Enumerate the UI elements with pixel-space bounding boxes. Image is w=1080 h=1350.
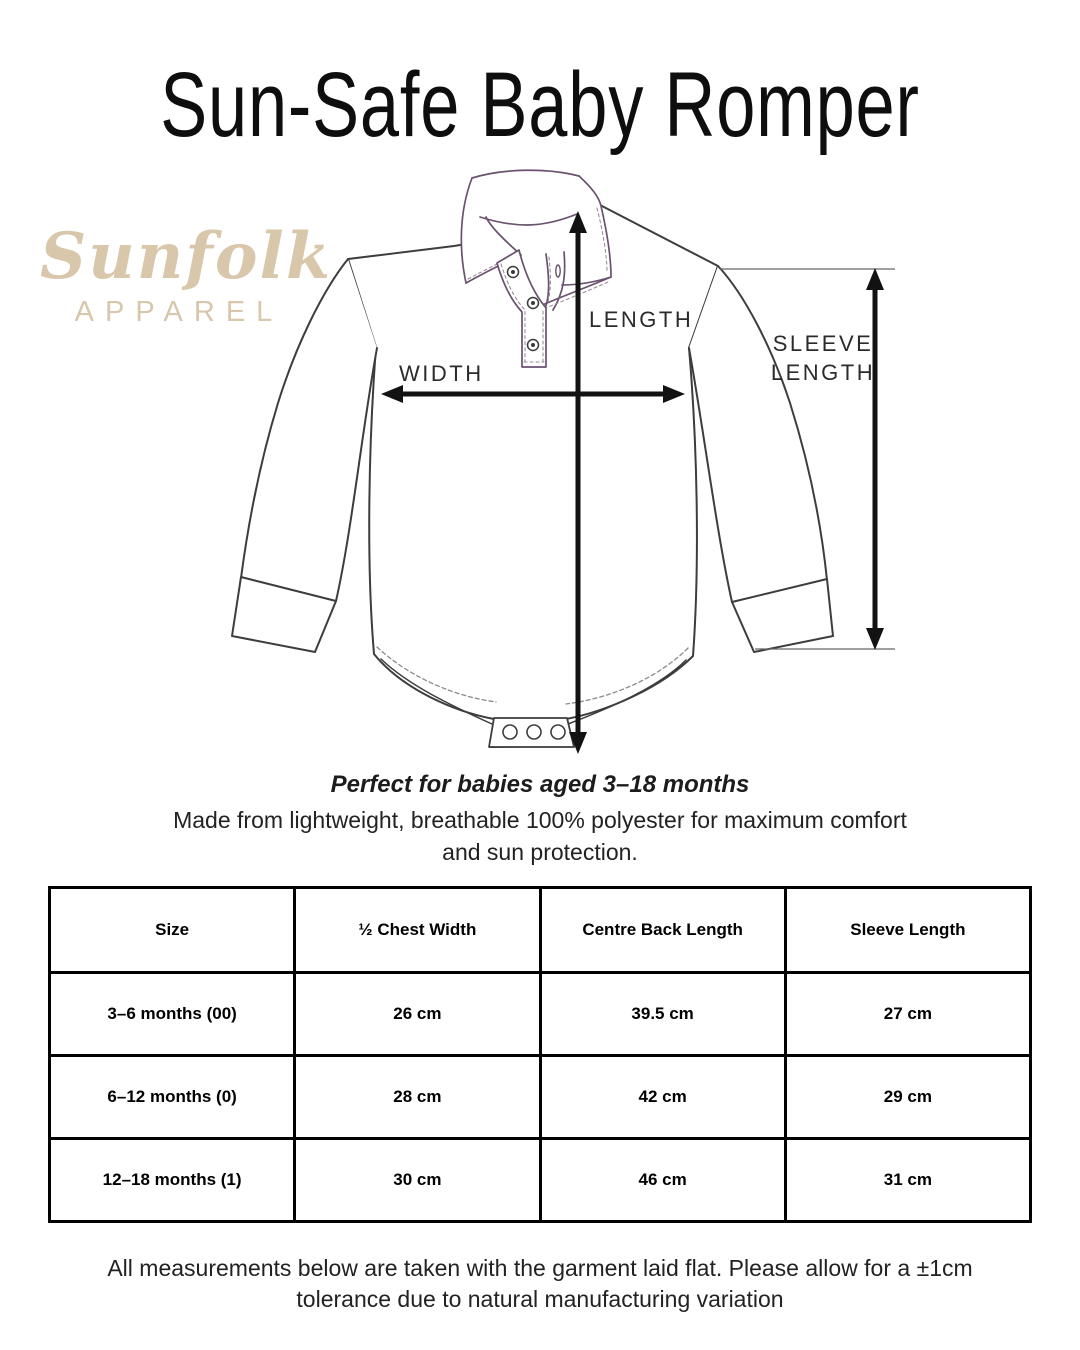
description-line-1: Made from lightweight, breathable 100% polyester for maximum comfort xyxy=(173,807,907,833)
cell-back: 46 cm xyxy=(540,1139,785,1222)
cell-sleeve: 27 cm xyxy=(785,973,1030,1056)
snap-2 xyxy=(527,725,541,739)
size-table xyxy=(48,886,1032,1223)
cell-size: 6–12 months (0) xyxy=(50,1056,295,1139)
footer-note xyxy=(0,1253,1080,1315)
cell-chest: 26 cm xyxy=(295,973,540,1056)
romper-drawing xyxy=(232,170,833,747)
header-back-length: Centre Back Length xyxy=(540,888,785,973)
table-row xyxy=(50,973,1031,1056)
cell-chest: 30 cm xyxy=(295,1139,540,1222)
header-sleeve-length: Sleeve Length xyxy=(785,888,1030,973)
torso-outline xyxy=(348,205,718,747)
header-size: Size xyxy=(50,888,295,973)
cell-chest: 28 cm xyxy=(295,1056,540,1139)
cell-size: 3–6 months (00) xyxy=(50,973,295,1056)
width-label: WIDTH xyxy=(399,361,484,386)
cell-back: 39.5 cm xyxy=(540,973,785,1056)
snap-3 xyxy=(551,725,565,739)
tagline: Perfect for babies aged 3–18 months xyxy=(330,771,750,798)
cell-size: 12–18 months (1) xyxy=(50,1139,295,1222)
cell-sleeve: 29 cm xyxy=(785,1056,1030,1139)
description-line-2: and sun protection. xyxy=(442,839,638,865)
footer-line-1: All measurements below are taken with the garment laid flat. Please allow for a ±1cm xyxy=(107,1255,973,1281)
left-sleeve-fill xyxy=(241,259,377,601)
header-chest-width: ½ Chest Width xyxy=(295,888,540,973)
brand-subtitle: APPAREL xyxy=(74,296,284,329)
length-label: LENGTH xyxy=(589,307,694,332)
footer-line-2: tolerance due to natural manufacturing variation xyxy=(296,1286,784,1312)
snap-1 xyxy=(503,725,517,739)
sleeve-length-arrow xyxy=(866,268,884,650)
cell-sleeve: 31 cm xyxy=(785,1139,1030,1222)
table-row xyxy=(50,1056,1031,1139)
table-row xyxy=(50,1139,1031,1222)
page-title: Sun-Safe Baby Romper xyxy=(160,53,920,156)
description xyxy=(0,804,1080,868)
cell-back: 42 cm xyxy=(540,1056,785,1139)
sleeve-length-label-line2: LENGTH xyxy=(770,360,876,385)
sleeve-length-label-line1: SLEEVE xyxy=(772,331,874,356)
size-table-header-row xyxy=(50,888,1031,973)
brand-name: Sunfolk xyxy=(40,219,333,294)
right-sleeve-fill xyxy=(689,266,827,602)
